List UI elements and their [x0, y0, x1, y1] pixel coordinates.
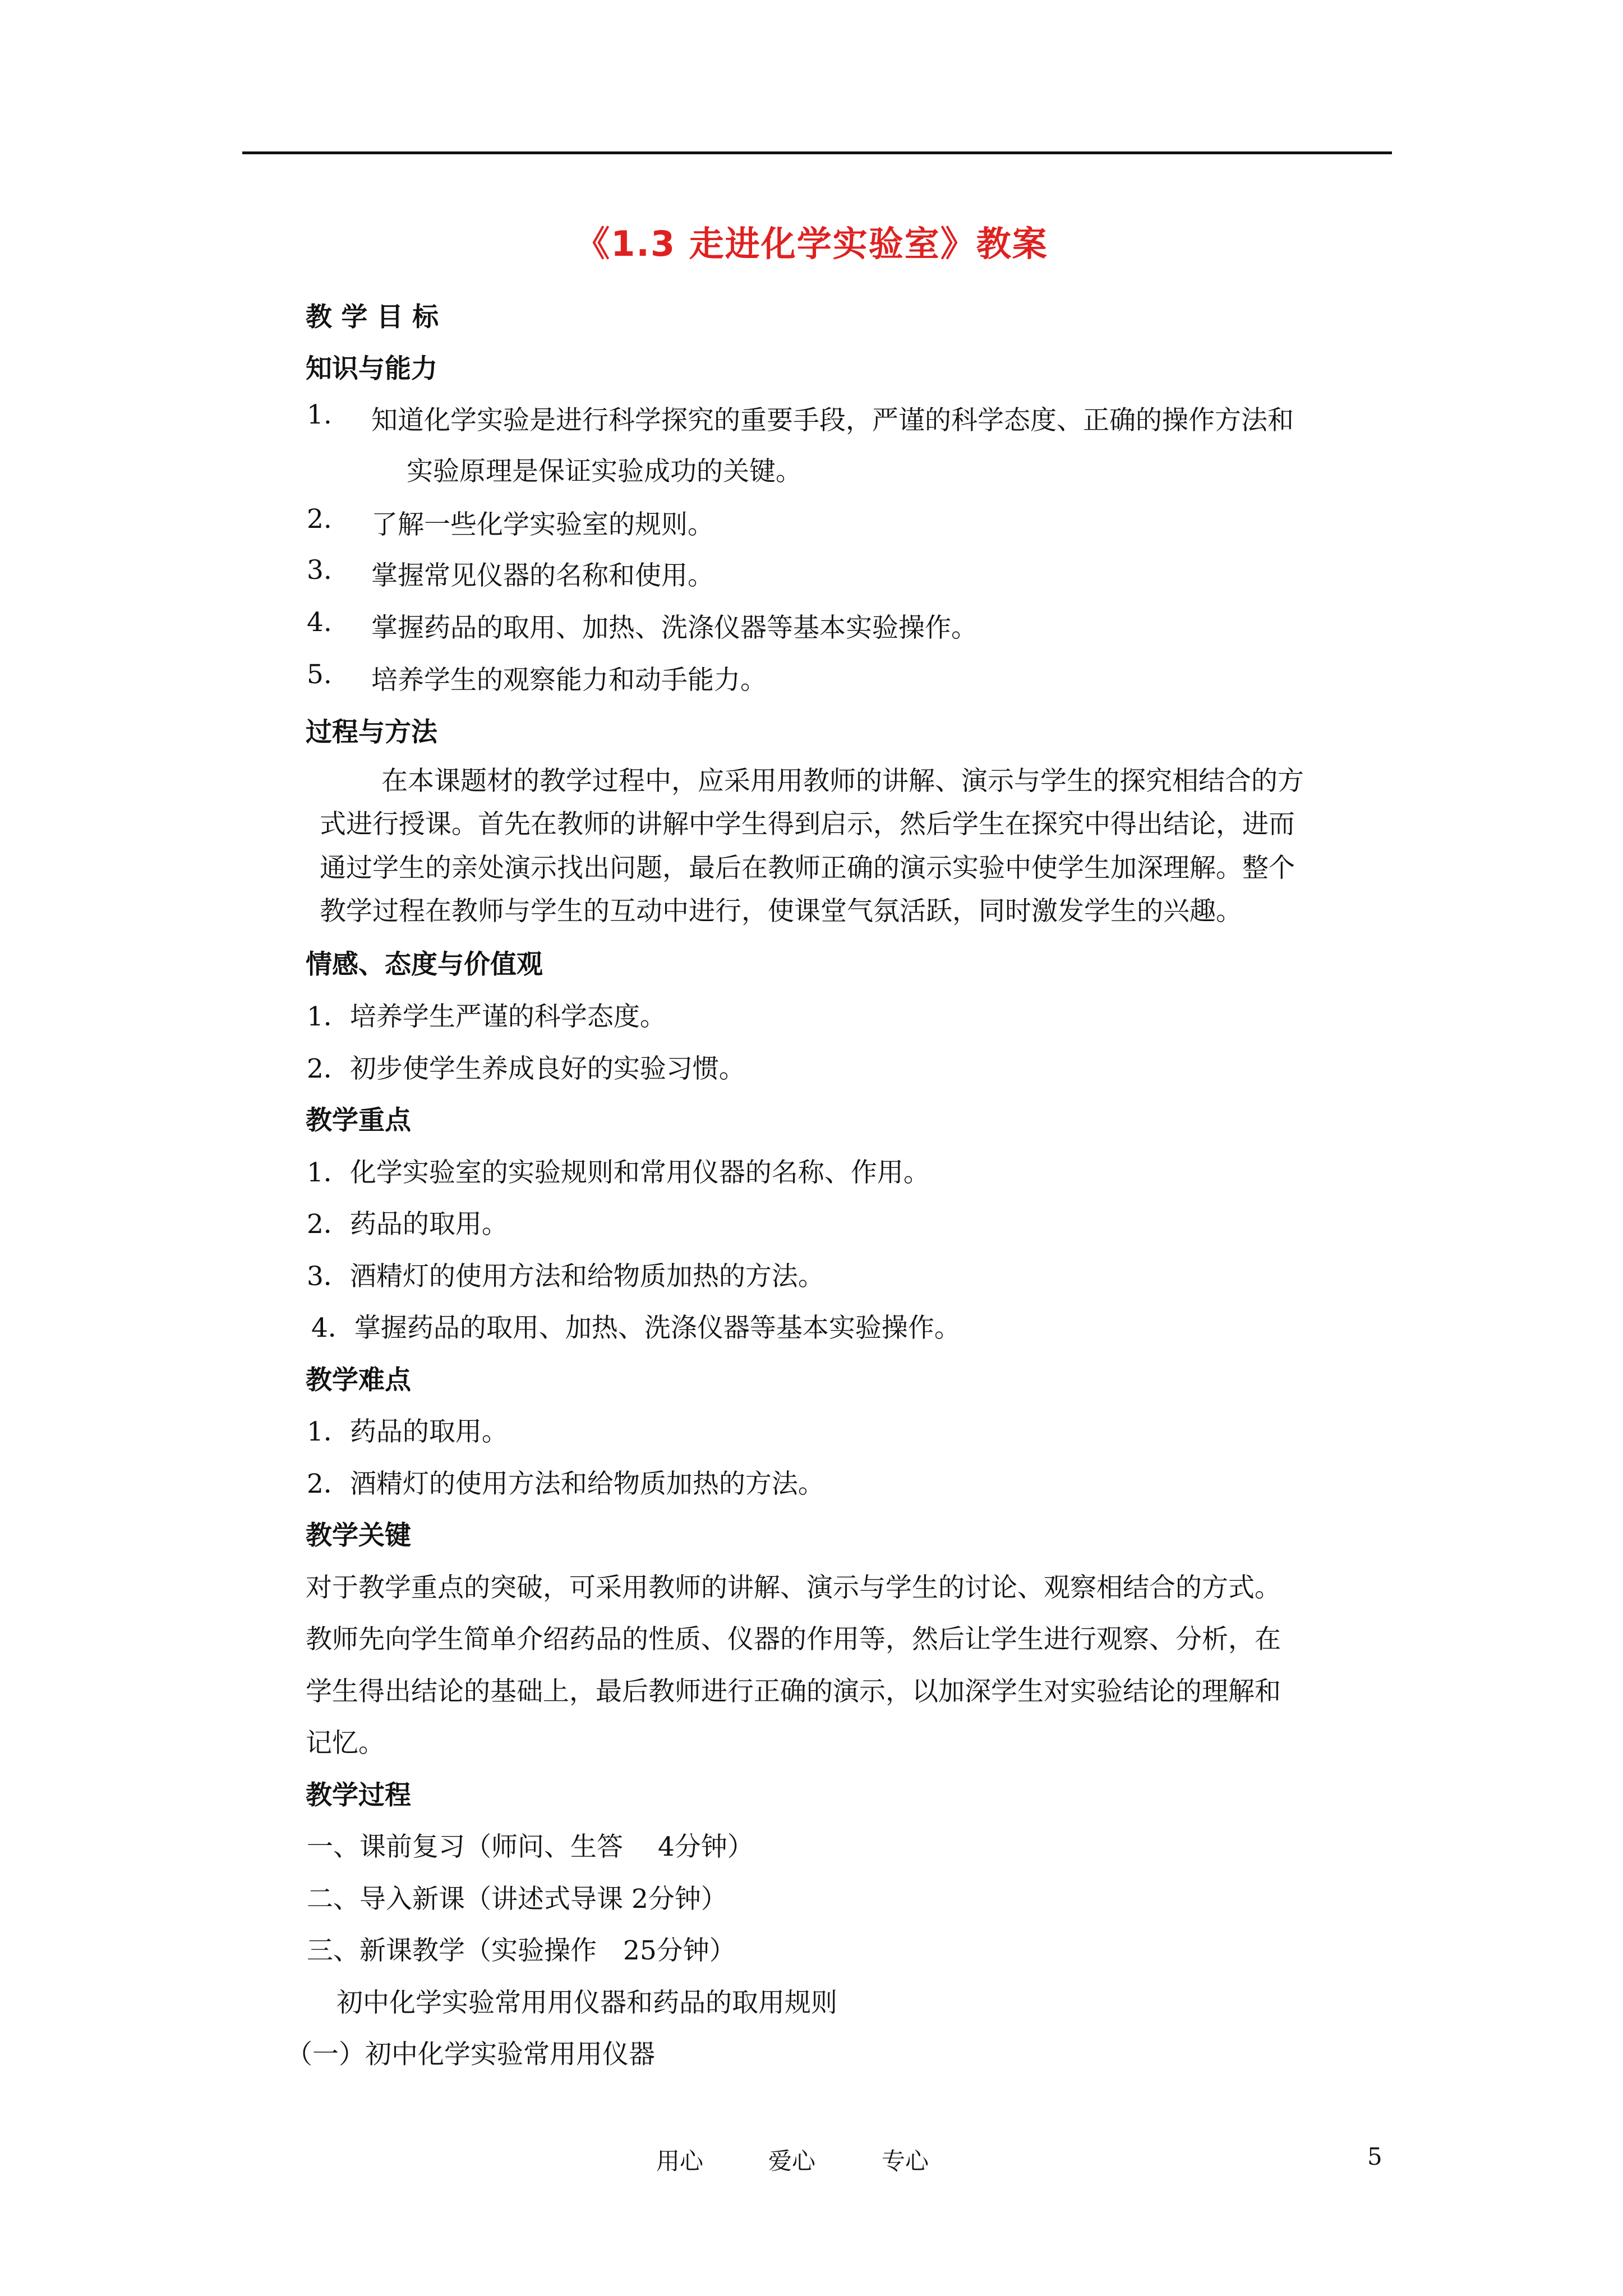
page-number: 5 — [1367, 2143, 1382, 2170]
procedure-heading: 教学过程 — [306, 1780, 411, 1811]
knowledge-item-1: 知道化学实验是进行科学探究的重要手段，严谨的科学态度、正确的操作方法和 — [371, 405, 1294, 436]
knowledge-item-1-num: 1. — [307, 399, 332, 430]
procedure-step-1: 一、课前复习（师问、生答 4分钟） — [307, 1832, 754, 1862]
keys-heading: 教学关键 — [306, 1520, 411, 1551]
knowledge-item-2-num: 2. — [307, 504, 332, 535]
procedure-subheading: （一）初中化学实验常用用仪器 — [286, 2039, 655, 2070]
procedure-step-2: 二、导入新课（讲述式导课 2分钟） — [307, 1884, 727, 1915]
process-line-2: 式进行授课。首先在教师的讲解中学生得到启示，然后学生在探究中得出结论，进而 — [320, 809, 1295, 840]
process-heading: 过程与方法 — [306, 717, 437, 748]
knowledge-item-1-continued: 实验原理是保证实验成功的关键。 — [407, 456, 802, 487]
document-title: 《1.3 走进化学实验室》教案 — [575, 223, 1048, 264]
footer-word-1: 用心 — [656, 2147, 704, 2175]
key-point-2: 2．药品的取用。 — [307, 1209, 508, 1240]
knowledge-item-5-num: 5. — [307, 659, 332, 690]
keys-line-4: 记忆。 — [306, 1728, 385, 1759]
keys-line-1: 对于教学重点的突破，可采用教师的讲解、演示与学生的讨论、观察相结合的方式。 — [306, 1572, 1281, 1603]
keys-line-2: 教师先向学生简单介绍药品的性质、仪器的作用等，然后让学生进行观察、分析，在 — [306, 1624, 1281, 1655]
emotion-heading: 情感、态度与价值观 — [306, 949, 543, 980]
header-rule — [242, 151, 1392, 154]
process-line-4: 教学过程在教师与学生的互动中进行，使课堂气氛活跃，同时激发学生的兴趣。 — [320, 896, 1242, 927]
knowledge-item-2: 了解一些化学实验室的规则。 — [371, 509, 714, 540]
key-point-3: 3．酒精灯的使用方法和给物质加热的方法。 — [307, 1261, 824, 1292]
process-line-3: 通过学生的亲处演示找出问题，最后在教师正确的演示实验中使学生加深理解。整个 — [320, 853, 1295, 884]
difficulty-2: 2．酒精灯的使用方法和给物质加热的方法。 — [307, 1469, 824, 1499]
procedure-step-3: 三、新课教学（实验操作 25分钟） — [307, 1935, 736, 1966]
knowledge-item-4-num: 4. — [307, 607, 332, 638]
goals-heading: 教 学 目 标 — [306, 302, 439, 333]
knowledge-heading: 知识与能力 — [306, 353, 437, 384]
emotion-item-2: 2．初步使学生养成良好的实验习惯。 — [307, 1053, 745, 1084]
process-line-1: 在本课题材的教学过程中，应采用用教师的讲解、演示与学生的探究相结合的方 — [381, 766, 1304, 797]
knowledge-item-4: 掌握药品的取用、加热、洗涤仪器等基本实验操作。 — [371, 613, 978, 643]
key-point-1: 1．化学实验室的实验规则和常用仪器的名称、作用。 — [307, 1157, 930, 1188]
knowledge-item-5: 培养学生的观察能力和动手能力。 — [371, 665, 767, 696]
difficulty-1: 1．药品的取用。 — [307, 1416, 508, 1447]
difficulties-heading: 教学难点 — [306, 1365, 411, 1396]
key-points-heading: 教学重点 — [306, 1105, 411, 1136]
key-point-4: 4．掌握药品的取用、加热、洗涤仪器等基本实验操作。 — [311, 1313, 961, 1343]
knowledge-item-3: 掌握常见仪器的名称和使用。 — [371, 560, 714, 591]
footer-word-2: 爱心 — [768, 2147, 816, 2175]
footer-word-3: 专心 — [882, 2147, 929, 2175]
keys-line-3: 学生得出结论的基础上，最后教师进行正确的演示，以加深学生对实验结论的理解和 — [306, 1676, 1281, 1707]
emotion-item-1: 1．培养学生严谨的科学态度。 — [307, 1001, 666, 1032]
procedure-intro: 初中化学实验常用用仪器和药品的取用规则 — [336, 1987, 837, 2018]
knowledge-item-3-num: 3. — [307, 555, 332, 586]
